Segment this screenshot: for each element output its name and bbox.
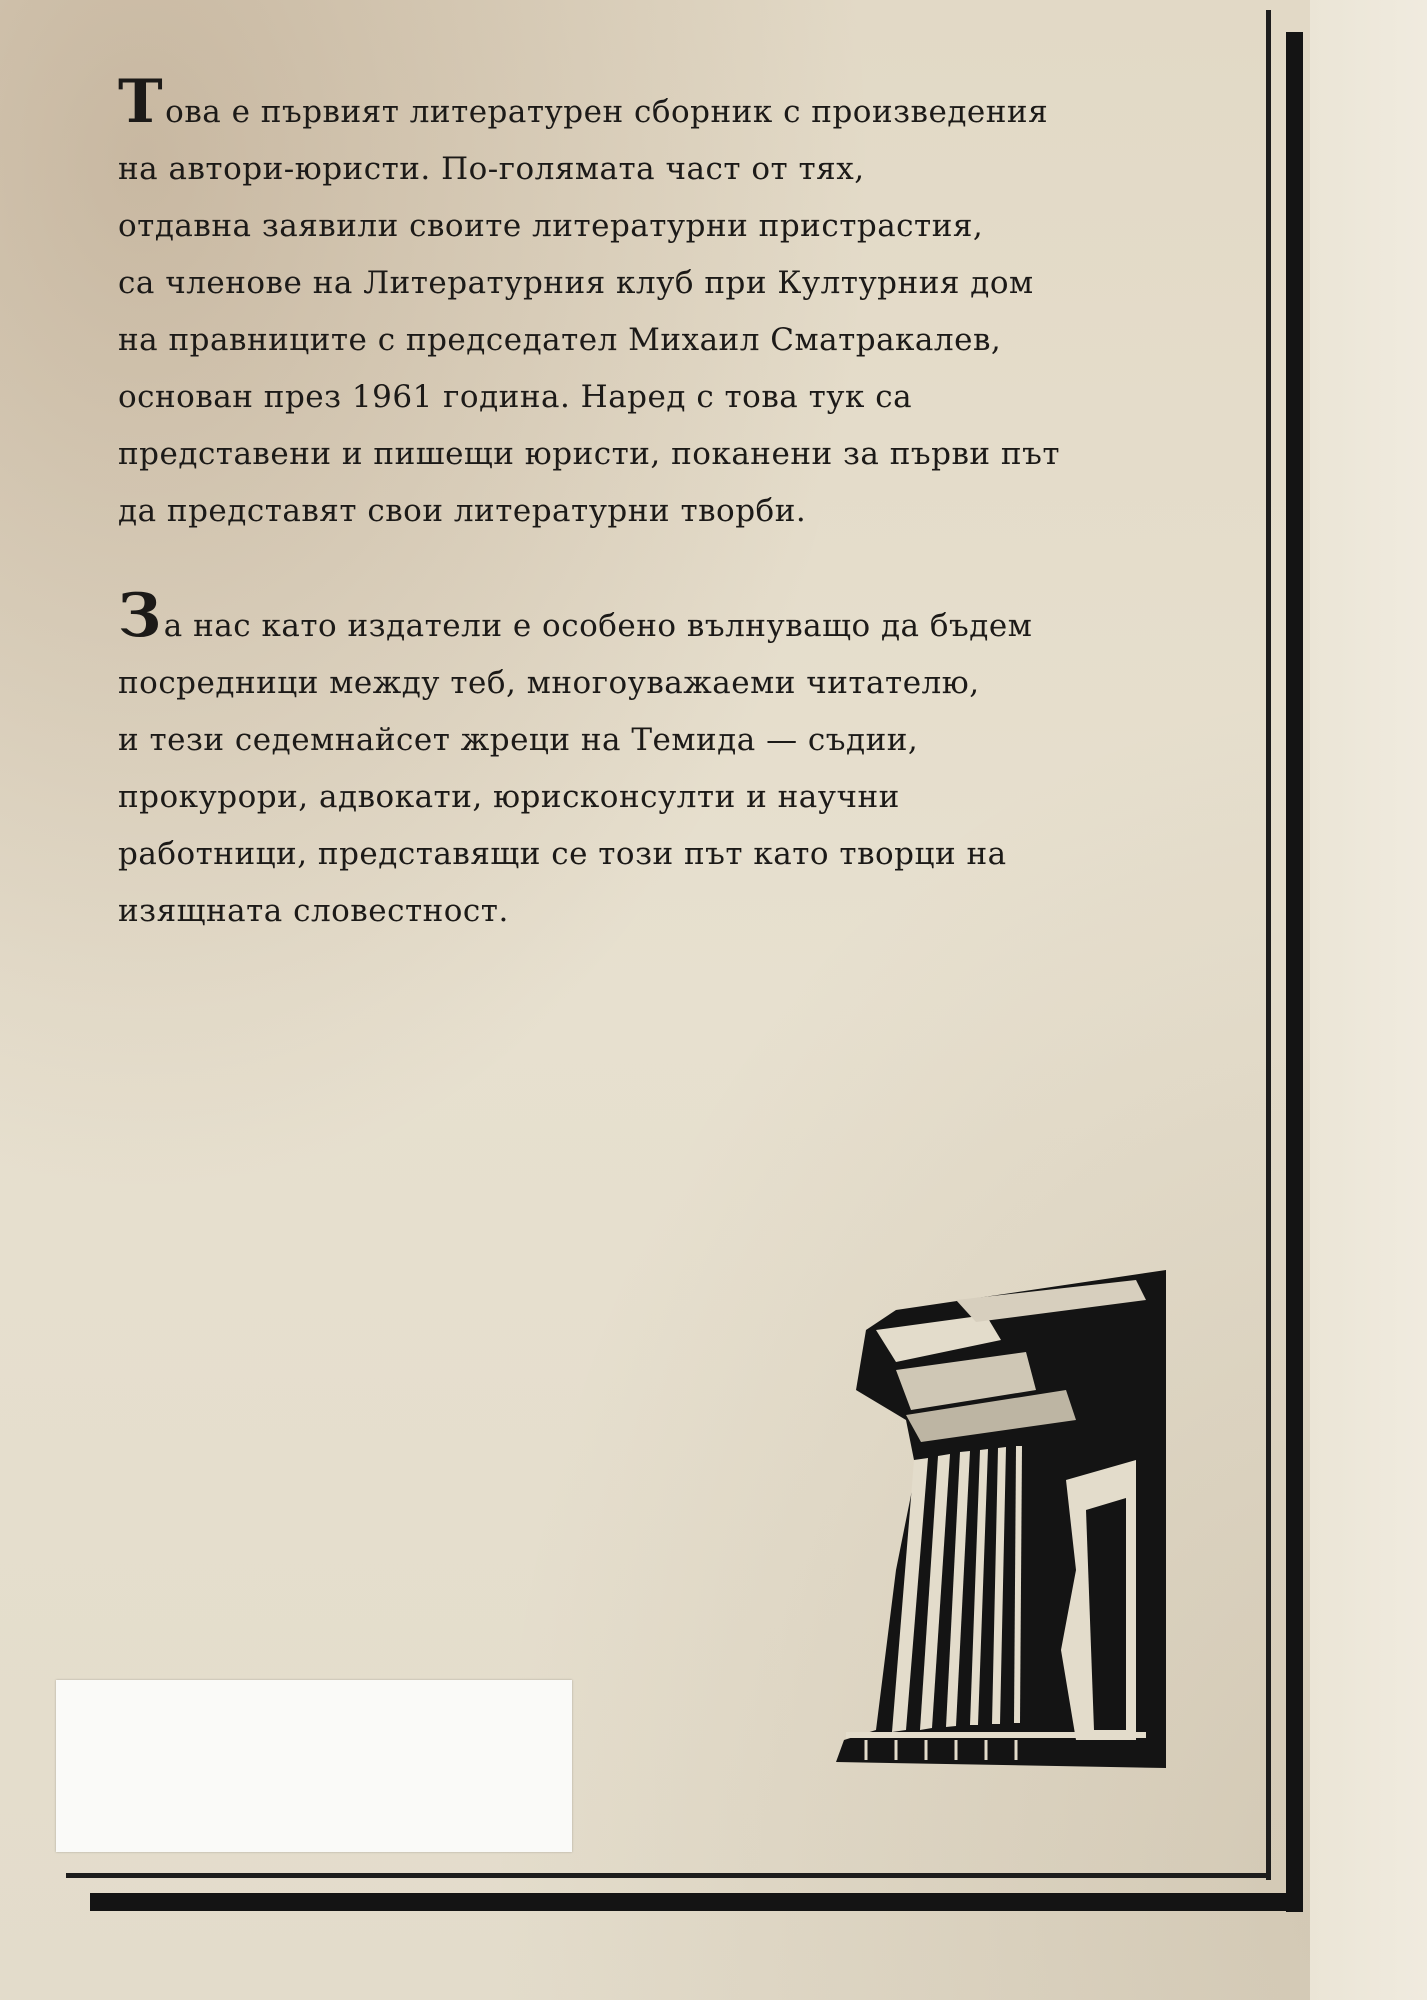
paragraph1-line: на автори-юристи. По-голямата част от тях, — [118, 151, 865, 187]
drop-cap-z: З — [118, 581, 162, 651]
paragraph1-line: основан през 1961 година. Наред с това тук са — [118, 379, 913, 415]
paragraph1-line: отдавна заявили своите литературни пристрастия, — [118, 208, 984, 244]
paragraph2-line: и тези седемнайсет жреци на Темида — съдии, — [118, 722, 919, 758]
paragraph2-line: а нас като издатели е особено вълнуващо да бъдем — [163, 608, 1033, 644]
paragraph2-line: прокурори, адвокати, юрисконсулти и научни — [118, 779, 900, 815]
drop-cap-t: Т — [118, 67, 164, 137]
greek-column-woodcut — [836, 1270, 1166, 1768]
page-edge-strip — [1310, 0, 1427, 2000]
paragraph1-line: да представят свои литературни творби. — [118, 493, 807, 529]
frame-line-vertical-thick — [1286, 32, 1303, 1912]
paragraph1-line: са членове на Литературния клуб при Културния дом — [118, 265, 1034, 301]
paragraph1-line: представени и пишещи юристи, поканени за първи път — [118, 436, 1060, 472]
intro-paragraph — [118, 67, 1178, 540]
paragraph2-line: работници, представящи се този път като творци на — [118, 836, 1007, 872]
frame-line-horizontal-thin — [66, 1873, 1271, 1878]
paragraph2-line: изящната словестност. — [118, 893, 509, 929]
publisher-paragraph — [118, 581, 1178, 940]
paragraph1-line: на правниците с председател Михаил Сматракалев, — [118, 322, 1002, 358]
paragraph2-line: посредници между теб, многоуважаеми читателю, — [118, 665, 980, 701]
paragraph1-line: ова е първият литературен сборник с произведения — [165, 94, 1049, 130]
frame-line-horizontal-thick — [90, 1893, 1303, 1911]
frame-line-vertical-thin — [1266, 10, 1271, 1880]
blank-price-sticker — [56, 1680, 572, 1852]
